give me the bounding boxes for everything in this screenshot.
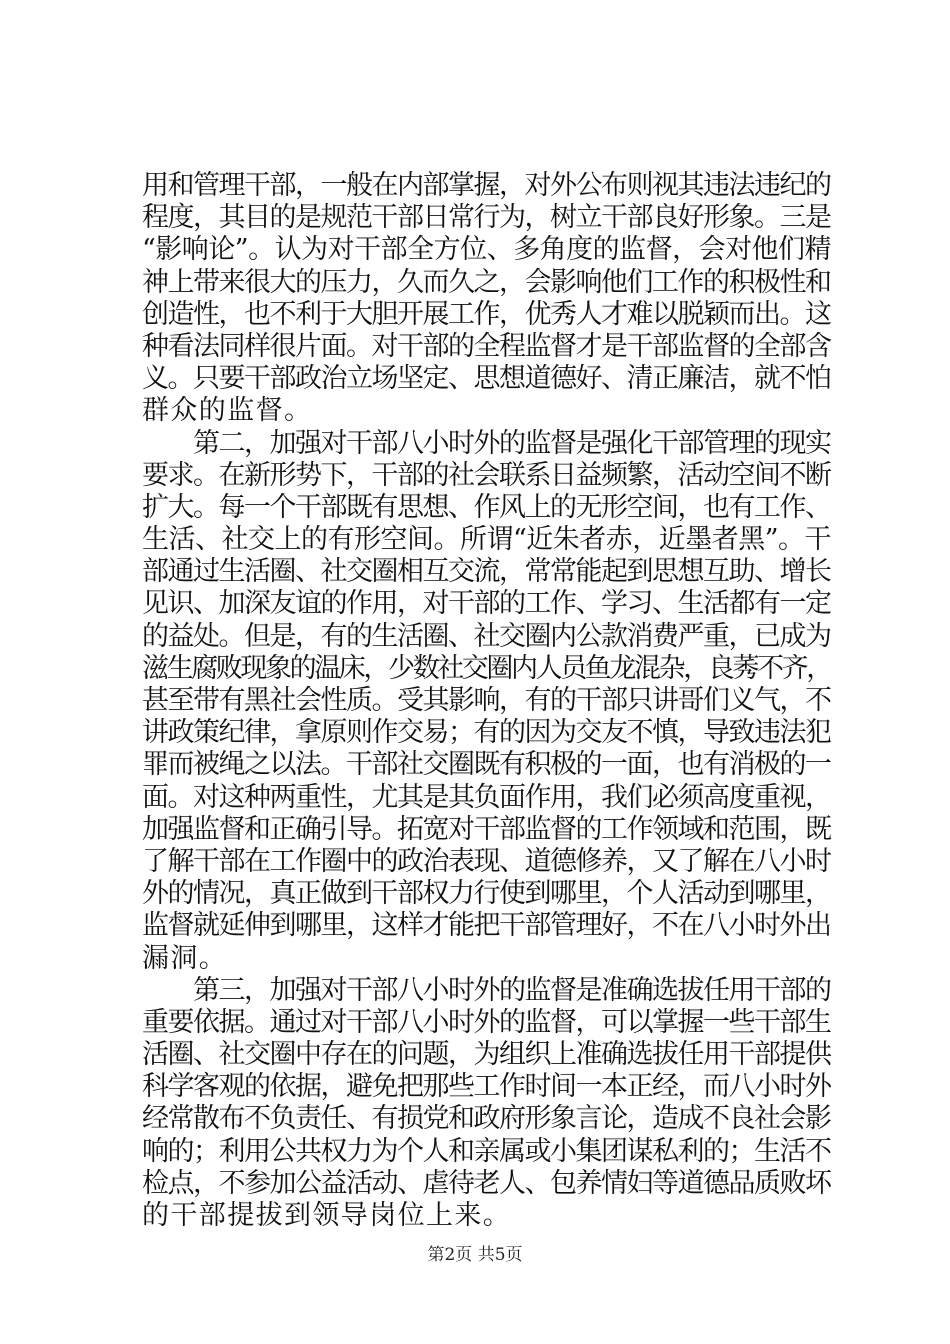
- text-line: 加强监督和正确引导。拓宽对干部监督的工作领域和范围，既: [142, 813, 831, 845]
- text-line: 群众的监督。: [142, 395, 313, 427]
- text-line: 外的情况，真正做到干部权力行使到哪里，个人活动到哪里，: [142, 878, 831, 910]
- text-line: 的干部提拔到领导岗位上来。: [142, 1200, 512, 1231]
- text-line: 响的；利用公共权力为个人和亲属或小集团谋私利的；生活不: [142, 1135, 831, 1167]
- text-line: 第三，加强对干部八小时外的监督是准确选拔任用干部的: [142, 974, 831, 1006]
- text-line: 创造性，也不利于大胆开展工作，优秀人才难以脱颖而出。这: [142, 298, 831, 330]
- text-line: 程度，其目的是规范干部日常行为，树立干部良好形象。三是: [142, 202, 831, 234]
- text-line: 重要依据。通过对干部八小时外的监督，可以掌握一些干部生: [142, 1006, 831, 1038]
- text-line: 甚至带有黑社会性质。受其影响，有的干部只讲哥们义气，不: [142, 685, 831, 716]
- text-line: 第二，加强对干部八小时外的监督是强化干部管理的现实: [142, 427, 831, 459]
- text-line: 活圈、社交圈中存在的问题，为组织上准确选拔任用干部提供: [142, 1039, 831, 1071]
- text-line: “影响论”。认为对干部全方位、多角度的监督，会对他们精: [142, 234, 832, 266]
- text-line: 滋生腐败现象的温床，少数社交圈内人员鱼龙混杂，良莠不齐，: [142, 652, 831, 684]
- text-line: 科学客观的依据，避免把那些工作时间一本正经，而八小时外: [142, 1071, 831, 1103]
- text-line: 漏洞。: [142, 942, 228, 974]
- text-line: 检点，不参加公益活动、虐待老人、包养情妇等道德品质败坏: [142, 1167, 831, 1199]
- text-line: 用和管理干部，一般在内部掌握，对外公布则视其违法违纪的: [142, 170, 831, 201]
- text-line: 经常散布不负责任、有损党和政府形象言论，造成不良社会影: [142, 1103, 831, 1135]
- text-line: 的益处。但是，有的生活圈、社交圈内公款消费严重，已成为: [142, 620, 831, 652]
- text-line: 见识、加深友谊的作用，对干部的工作、学习、生活都有一定: [142, 588, 831, 620]
- text-line: 生活、社交上的有形空间。所谓“近朱者赤，近墨者黑”。干: [142, 524, 832, 556]
- text-line: 监督就延伸到哪里，这样才能把干部管理好，不在八小时外出: [142, 910, 831, 942]
- text-line: 神上带来很大的压力，久而久之，会影响他们工作的积极性和: [142, 266, 831, 298]
- text-line: 部通过生活圈、社交圈相互交流，常常能起到思想互助、增长: [142, 556, 831, 588]
- page-footer: 第2页 共5页: [427, 1245, 523, 1265]
- text-line: 罪而被绳之以法。干部社交圈既有积极的一面，也有消极的一: [142, 749, 831, 781]
- document-body: [142, 170, 832, 1232]
- text-line: 种看法同样很片面。对干部的全程监督才是干部监督的全部含: [142, 330, 831, 362]
- text-line: 了解干部在工作圈中的政治表现、道德修养，又了解在八小时: [142, 845, 831, 877]
- text-line: 讲政策纪律，拿原则作交易；有的因为交友不慎，导致违法犯: [142, 717, 831, 749]
- text-line: 义。只要干部政治立场坚定、思想道德好、清正廉洁，就不怕: [142, 363, 831, 395]
- text-line: 面。对这种两重性，尤其是其负面作用，我们必须高度重视，: [142, 781, 831, 813]
- text-line: 扩大。每一个干部既有思想、作风上的无形空间，也有工作、: [142, 491, 831, 523]
- text-line: 要求。在新形势下，干部的社会联系日益频繁，活动空间不断: [142, 459, 831, 491]
